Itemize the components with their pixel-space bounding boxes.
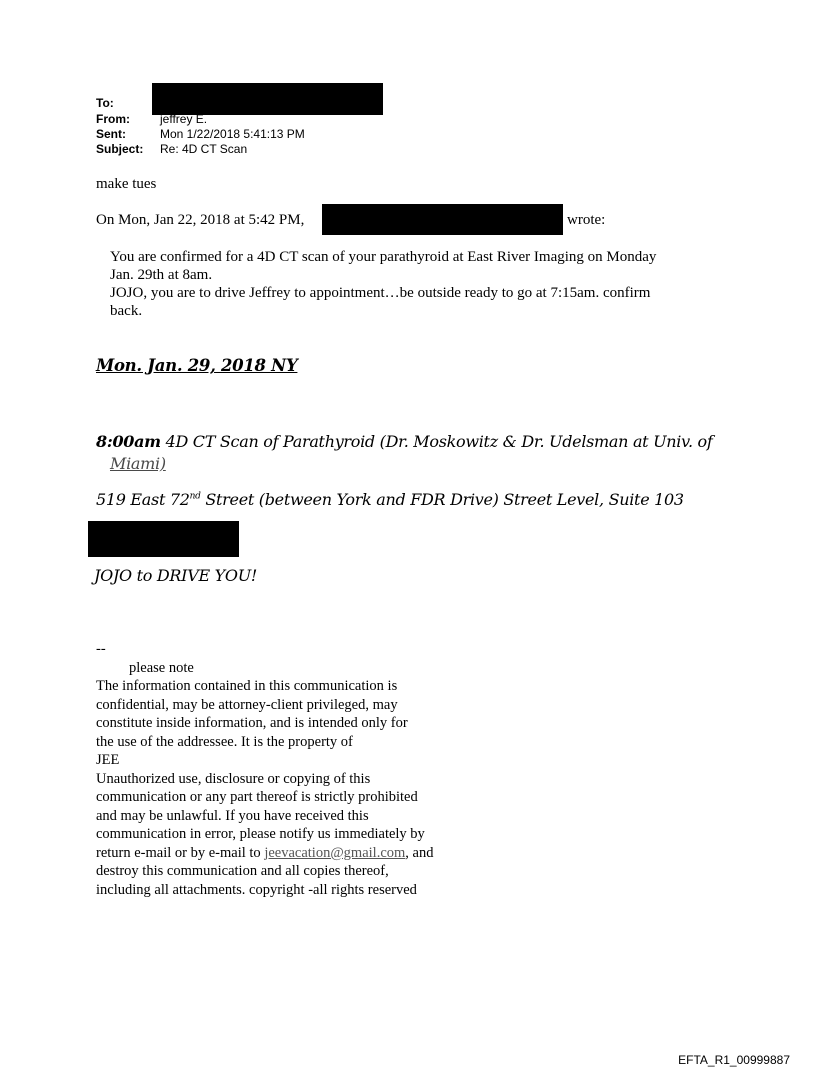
address-ordinal: nd [189,491,201,502]
quote-line: You are confirmed for a 4D CT scan of your parathyroid at East River Imaging on Monday [110,249,657,265]
quote-intro-suffix: wrote: [567,212,606,228]
sent-label: Sent: [96,127,126,141]
event-address [96,490,684,509]
disclaimer-line: communication in error, please notify us immediately by [96,826,425,842]
disclaimer-line: constitute inside information, and is intended only for [96,715,408,731]
schedule-event [96,431,736,475]
disclaimer-line: including all attachments. copyright -all rights reserved [96,881,417,898]
from-value: jeffrey E. [160,112,208,126]
please-note: please note [129,659,194,676]
quote-line: JOJO, you are to drive Jeffrey to appointment…be outside ready to go at 7:15am. confirm [110,285,651,301]
schedule-date-heading: Mon. Jan. 29, 2018 NY [96,356,298,375]
quoted-message [110,248,710,320]
return-suffix: , and [405,844,434,861]
disclaimer-line: communication or any part thereof is strictly prohibited [96,789,418,805]
disclaimer-line: destroy this communication and all copies thereof, [96,863,389,879]
reply-text: make tues [96,176,157,192]
redacted-sender [322,204,563,235]
from-label: From: [96,112,130,126]
signature-dashes: -- [96,641,106,657]
to-label: To: [96,96,114,110]
quote-line: Jan. 29th at 8am. [110,267,213,283]
document-id: EFTA_R1_00999887 [678,1053,790,1067]
return-prefix: return e-mail or by e-mail to [96,844,265,861]
address-prefix: 519 East 72 [96,490,190,509]
driver-note: JOJO to DRIVE YOU! [94,566,258,585]
address-suffix: Street (between York and FDR Drive) Street Level, Suite 103 [200,490,684,509]
event-time: 8:00am [96,432,161,451]
sent-value: Mon 1/22/2018 5:41:13 PM [160,127,305,141]
disclaimer-line: Unauthorized use, disclosure or copying of this [96,770,371,787]
quote-line: back. [110,303,143,319]
email-link[interactable]: jeevacation@gmail.com [264,844,406,861]
disclaimer-return-line [96,844,476,863]
disclaimer-line: confidential, may be attorney-client privileged, may [96,696,398,713]
disclaimer-line: the use of the addressee. It is the property of [96,733,353,750]
disclaimer-line: and may be unlawful. If you have received this [96,807,369,824]
subject-label: Subject: [96,142,144,156]
event-link[interactable]: Miami) [110,454,166,473]
disclaimer-line: The information contained in this communication is [96,678,398,694]
disclaimer-line: JEE [96,752,120,768]
event-description: 4D CT Scan of Parathyroid (Dr. Moskowitz & Dr. Udelsman at Univ. of [160,432,713,451]
signature-disclaimer [96,640,476,899]
subject-value: Re: 4D CT Scan [160,142,248,156]
quote-intro-prefix: On Mon, Jan 22, 2018 at 5:42 PM, [96,212,305,228]
redacted-block [88,521,239,557]
redacted-recipient [152,83,383,115]
